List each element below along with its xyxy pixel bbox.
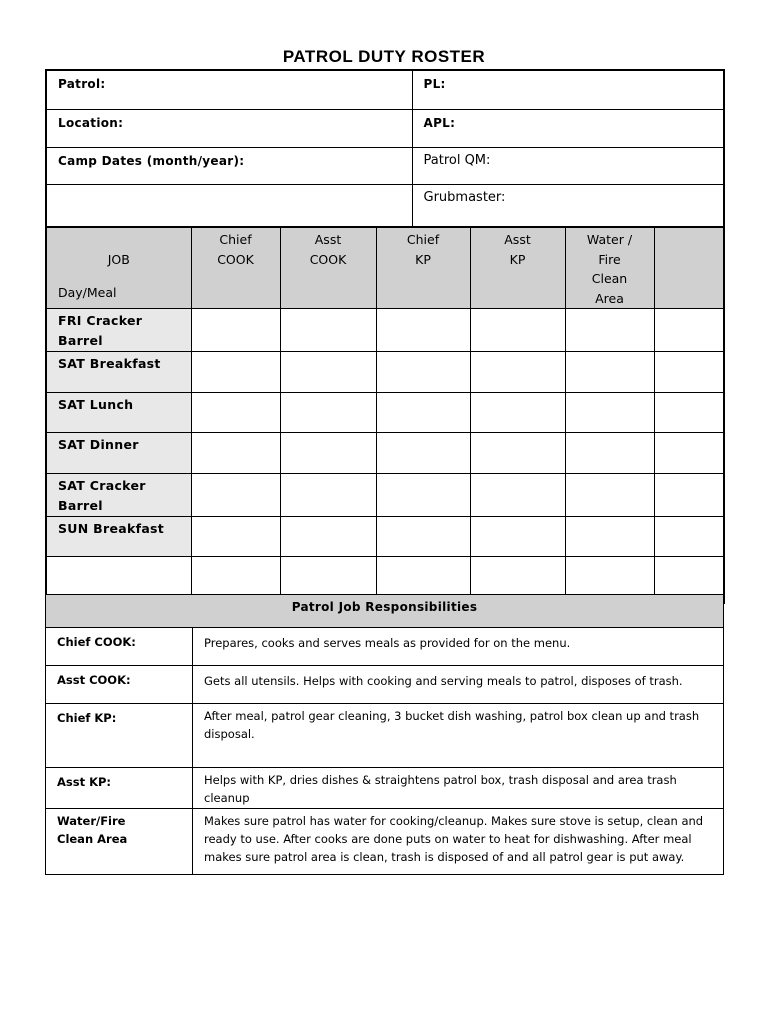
apl-field[interactable]: APL: [412, 109, 724, 147]
row-label-sat-breakfast: SAT Breakfast [46, 352, 191, 393]
table-cell[interactable] [565, 393, 654, 433]
table-cell[interactable] [376, 393, 470, 433]
role-label [46, 809, 193, 875]
column-header-line: Asst [504, 232, 531, 247]
column-header-line: KP [415, 251, 431, 267]
patrol-qm-field[interactable]: Patrol QM: [412, 147, 724, 184]
row-label-line: FRI Cracker [58, 313, 143, 328]
table-cell[interactable] [191, 309, 280, 352]
table-cell[interactable] [565, 433, 654, 474]
role-label-line: Water/Fire [57, 814, 126, 828]
job-day-meal-header [46, 227, 191, 309]
patrol-field[interactable]: Patrol: [46, 70, 412, 109]
table-row [46, 474, 724, 517]
table-cell[interactable] [280, 433, 376, 474]
role-label: Asst COOK: [46, 666, 193, 704]
row-label-sat-dinner: SAT Dinner [46, 433, 191, 474]
row-label-line: Barrel [58, 333, 103, 348]
role-description: After meal, patrol gear cleaning, 3 bucket dish washing, patrol box clean up and trash disposal. [193, 704, 724, 768]
table-cell[interactable] [470, 433, 565, 474]
column-header-asst-cook [280, 227, 376, 309]
table-cell[interactable] [280, 474, 376, 517]
column-header-water-fire-clean-area [565, 227, 654, 309]
table-cell[interactable] [376, 433, 470, 474]
role-label: Asst KP: [46, 768, 193, 809]
responsibilities-header: Patrol Job Responsibilities [46, 595, 724, 628]
table-cell[interactable] [376, 352, 470, 393]
table-cell[interactable] [191, 352, 280, 393]
table-cell[interactable] [654, 517, 724, 557]
row-label-sat-cracker-barrel [46, 474, 191, 517]
table-cell[interactable] [565, 352, 654, 393]
column-header-blank [654, 227, 724, 309]
table-cell[interactable] [191, 393, 280, 433]
table-row [46, 809, 724, 875]
role-description: Helps with KP, dries dishes & straightens patrol box, trash disposal and area trash cleanup [193, 768, 724, 809]
table-cell[interactable] [280, 393, 376, 433]
table-cell[interactable] [565, 474, 654, 517]
column-header-line: Chief [219, 232, 252, 247]
row-label-line: Barrel [58, 498, 103, 513]
table-row [46, 628, 724, 666]
column-header-line: COOK [217, 251, 254, 267]
table-row [46, 393, 724, 433]
row-label-sat-lunch: SAT Lunch [46, 393, 191, 433]
table-cell[interactable] [654, 309, 724, 352]
table-row [46, 768, 724, 809]
table-cell[interactable] [470, 309, 565, 352]
column-header-line: COOK [309, 251, 347, 267]
role-label-line: Clean Area [57, 832, 128, 846]
table-cell[interactable] [376, 309, 470, 352]
table-cell[interactable] [470, 517, 565, 557]
row-label-fri-cracker-barrel [46, 309, 191, 352]
role-label: Chief KP: [46, 704, 193, 768]
table-cell[interactable] [376, 474, 470, 517]
column-header-line: Asst [314, 232, 342, 247]
role-label: Chief COOK: [46, 628, 193, 666]
table-cell[interactable] [654, 474, 724, 517]
table-cell[interactable] [191, 517, 280, 557]
role-description: Gets all utensils. Helps with cooking and serving meals to patrol, disposes of trash. [193, 666, 724, 704]
table-cell[interactable] [654, 433, 724, 474]
column-header-chief-kp [376, 227, 470, 309]
table-cell[interactable] [654, 393, 724, 433]
responsibilities-table [45, 594, 724, 875]
job-header-label: JOB [107, 252, 130, 267]
table-cell[interactable] [191, 474, 280, 517]
page-title: PATROL DUTY ROSTER [282, 47, 486, 66]
column-header-line: Clean [591, 271, 628, 286]
roster-info-table [45, 69, 725, 228]
column-header-line: KP [509, 251, 526, 267]
table-row [46, 433, 724, 474]
role-description: Prepares, cooks and serves meals as provided for on the menu. [193, 628, 724, 666]
table-row [46, 704, 724, 768]
role-description: Makes sure patrol has water for cooking/cleanup. Makes sure stove is setup, clean and ready to use. After cooks are done puts on water to heat for dishwashing. After meal makes sure patrol area is clean, trash is disposed of and all patrol gear is put away. [193, 809, 724, 875]
column-header-line: Chief [406, 232, 440, 247]
location-field[interactable]: Location: [46, 109, 412, 147]
pl-field[interactable]: PL: [412, 70, 724, 109]
table-cell[interactable] [280, 517, 376, 557]
table-row [46, 517, 724, 557]
blank-info-cell[interactable] [46, 184, 412, 227]
table-cell[interactable] [280, 309, 376, 352]
table-cell[interactable] [565, 309, 654, 352]
column-header-asst-kp [470, 227, 565, 309]
duty-schedule-grid [45, 226, 725, 604]
column-header-line: Fire [598, 251, 621, 267]
table-cell[interactable] [470, 393, 565, 433]
table-cell[interactable] [470, 352, 565, 393]
table-cell[interactable] [191, 433, 280, 474]
table-cell[interactable] [565, 517, 654, 557]
column-header-line: Water / [586, 232, 633, 247]
table-row [46, 309, 724, 352]
table-cell[interactable] [654, 352, 724, 393]
column-header-chief-cook [191, 227, 280, 309]
camp-dates-field[interactable]: Camp Dates (month/year): [46, 147, 412, 184]
row-label-line: SAT Cracker [58, 478, 146, 493]
column-header-line: Area [595, 290, 624, 306]
table-row [46, 666, 724, 704]
table-row [46, 352, 724, 393]
row-label-sun-breakfast: SUN Breakfast [46, 517, 191, 557]
table-cell[interactable] [470, 474, 565, 517]
day-meal-header-label: Day/Meal [58, 284, 117, 300]
grubmaster-field[interactable]: Grubmaster: [412, 184, 724, 227]
table-cell[interactable] [280, 352, 376, 393]
table-cell[interactable] [376, 517, 470, 557]
